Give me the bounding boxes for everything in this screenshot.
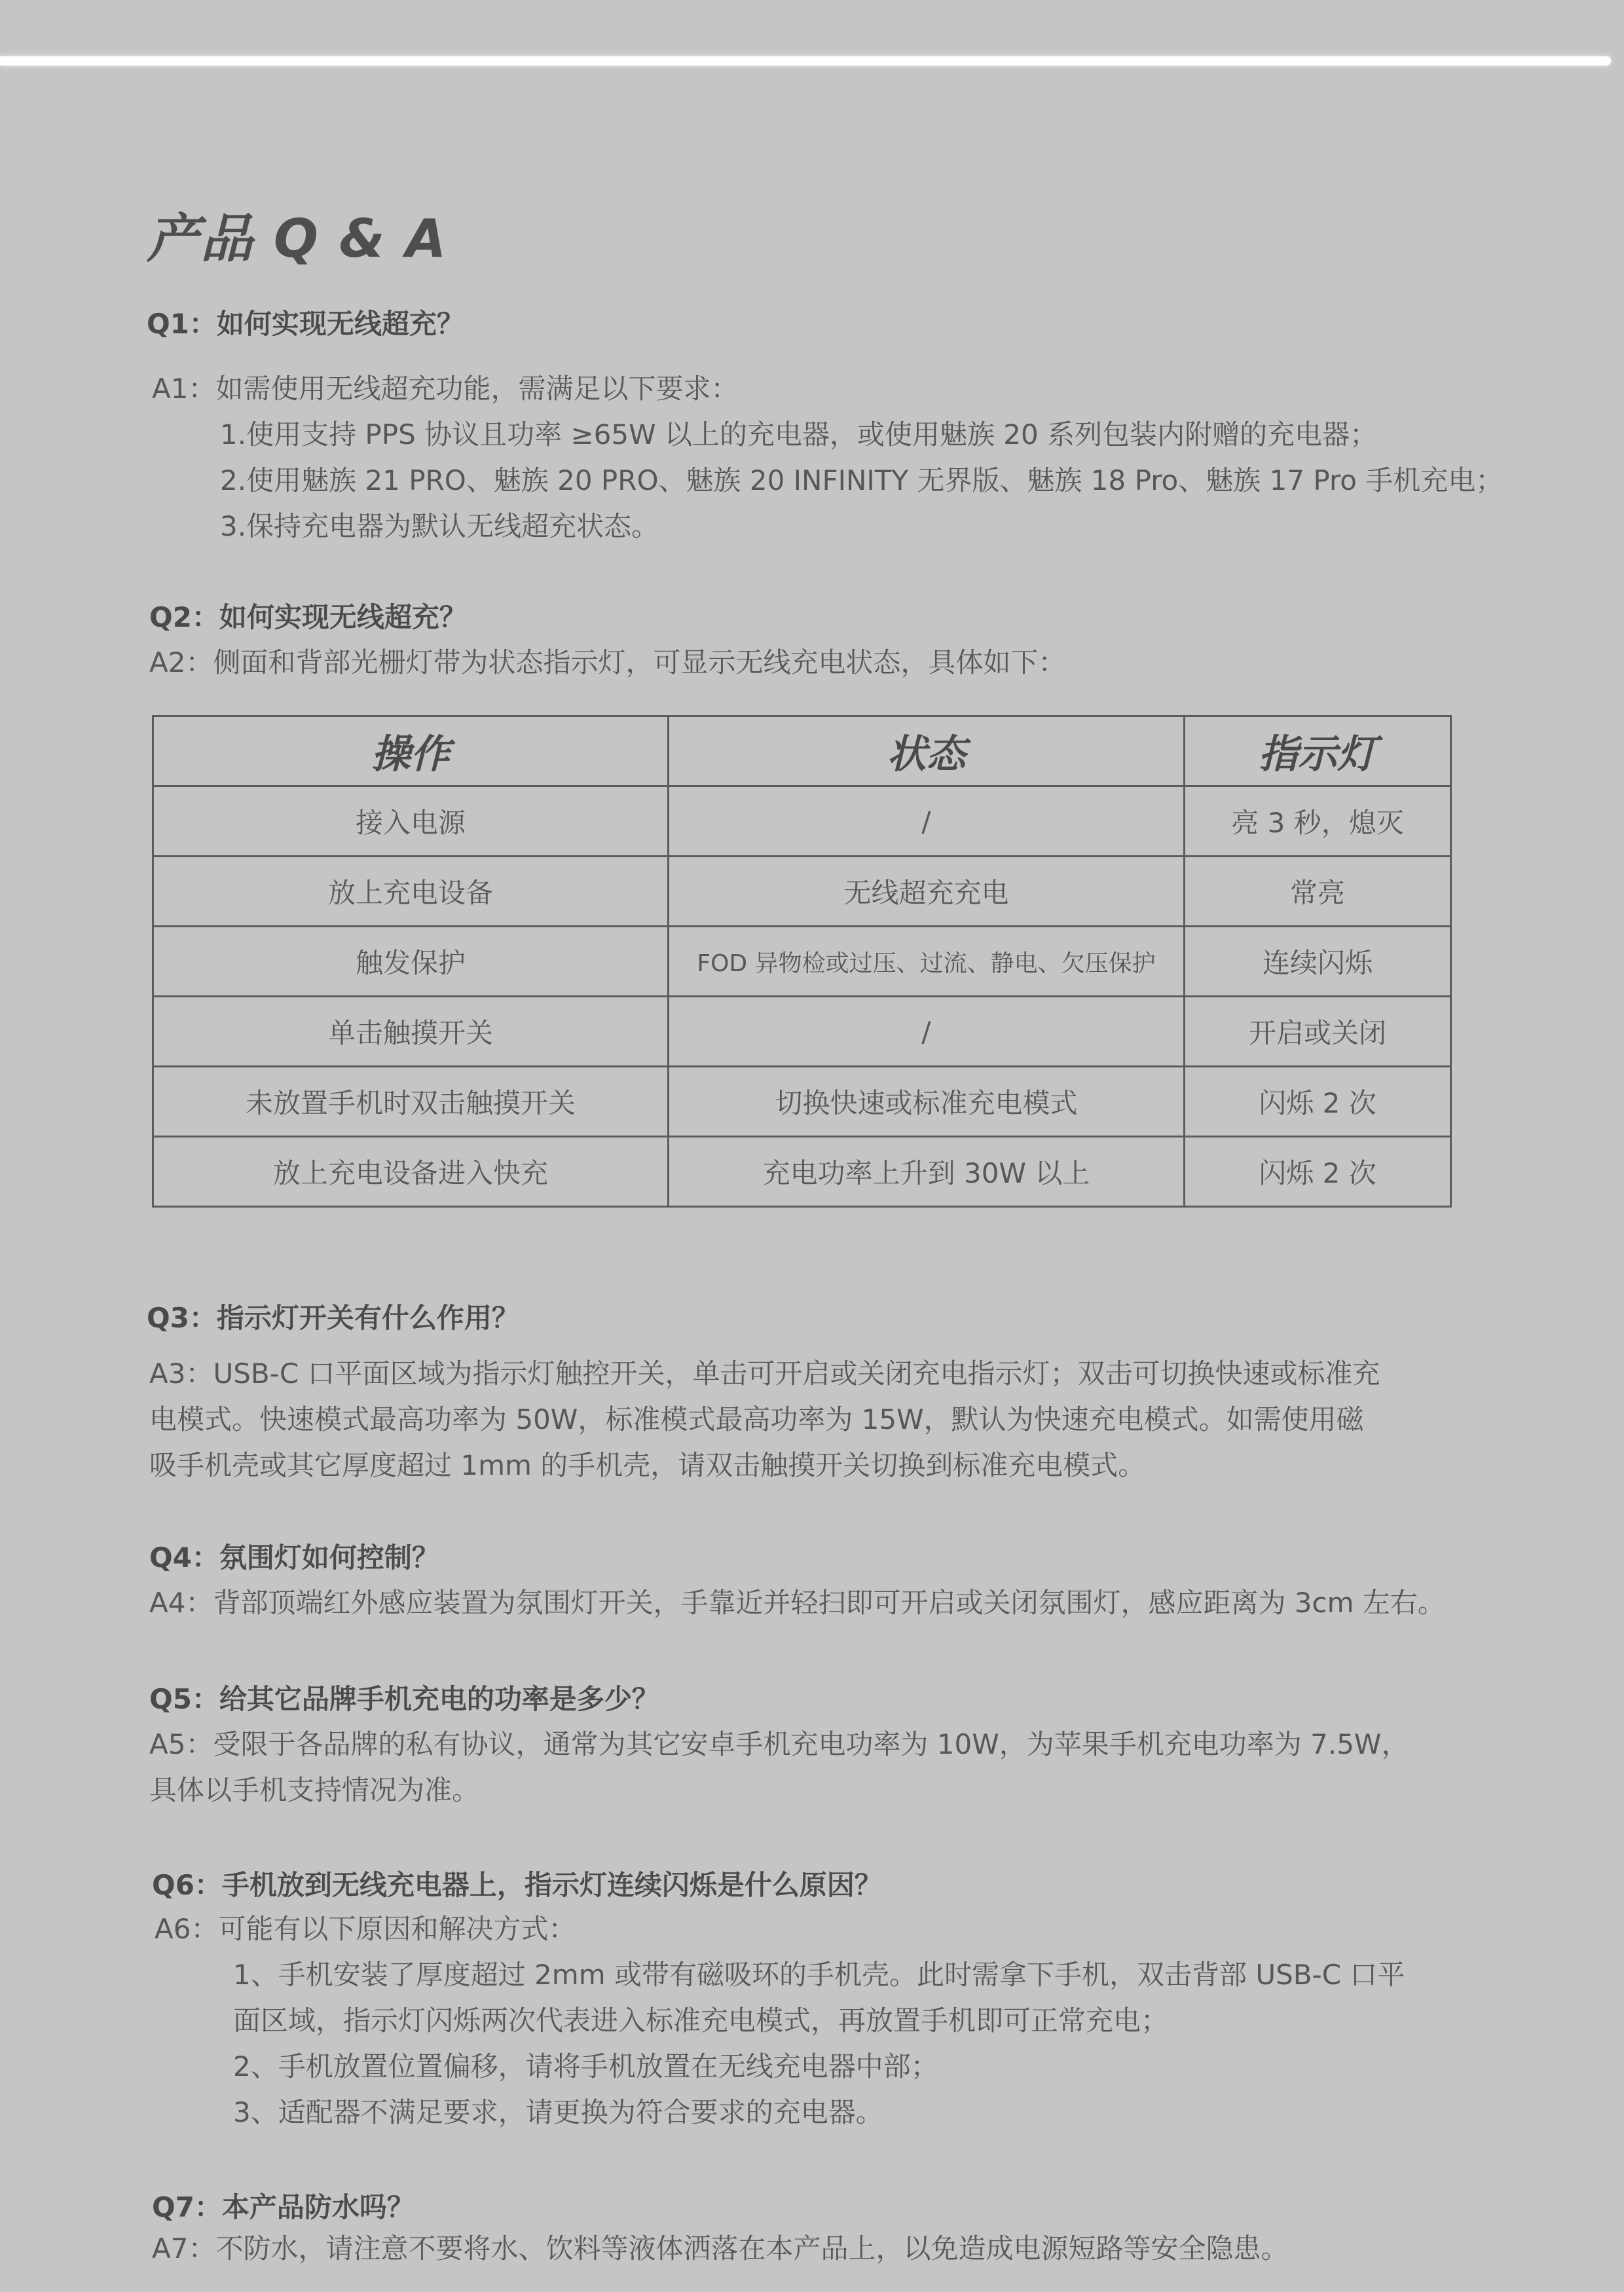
q5-answer-line-1: A5：受限于各品牌的私有协议，通常为其它安卓手机充电功率为 10W，为苹果手机充电功率为 7.5W，	[149, 1728, 1409, 1760]
q7-answer: A7：不防水，请注意不要将水、饮料等液体洒落在本产品上，以免造成电源短路等安全隐患。	[152, 2232, 1289, 2264]
q6-point-2: 2、手机放置位置偏移，请将手机放置在无线充电器中部；	[233, 2050, 938, 2082]
q3-answer-line-3: 吸手机壳或其它厚度超过 1mm 的手机壳，请双击触摸开关切换到标准充电模式。	[149, 1449, 1146, 1481]
q6-answer-intro: A6：可能有以下原因和解决方式：	[155, 1913, 576, 1945]
q1-point-3: 3.保持充电器为默认无线超充状态。	[220, 510, 659, 542]
q3-answer-line-2: 电模式。快速模式最高功率为 50W，标准模式最高功率为 15W，默认为快速充电模式。如需使用磁	[149, 1403, 1364, 1435]
cell-status: 切换快速或标准充电模式	[669, 1067, 1185, 1137]
header-operation: 操作	[153, 716, 669, 786]
q2-answer: A2：侧面和背部光栅灯带为状态指示灯，可显示无线充电状态，具体如下：	[149, 646, 1066, 678]
cell-indicator: 连续闪烁	[1185, 927, 1451, 997]
cell-indicator: 闪烁 2 次	[1185, 1137, 1451, 1207]
cell-operation: 放上充电设备	[153, 857, 669, 927]
table-row	[153, 786, 1451, 857]
table-row	[153, 997, 1451, 1067]
q3-question: Q3：指示灯开关有什么作用？	[147, 1302, 519, 1334]
cell-status: 无线超充充电	[669, 857, 1185, 927]
q1-question: Q1：如何实现无线超充？	[147, 308, 464, 340]
q6-question: Q6：手机放到无线充电器上，指示灯连续闪烁是什么原因？	[152, 1869, 882, 1901]
q4-question: Q4：氛围灯如何控制？	[149, 1542, 439, 1574]
cell-indicator: 常亮	[1185, 857, 1451, 927]
top-divider-bar	[0, 56, 1611, 65]
q6-point-1-cont: 面区域，指示灯闪烁两次代表进入标准充电模式，再放置手机即可正常充电；	[233, 2005, 1169, 2037]
table-row	[153, 927, 1451, 997]
cell-indicator: 闪烁 2 次	[1185, 1067, 1451, 1137]
page-title: 产品 Q & A	[147, 208, 448, 269]
cell-indicator: 开启或关闭	[1185, 997, 1451, 1067]
header-status: 状态	[669, 716, 1185, 786]
cell-operation: 单击触摸开关	[153, 997, 669, 1067]
q5-question: Q5：给其它品牌手机充电的功率是多少？	[149, 1683, 659, 1715]
cell-status: /	[669, 997, 1185, 1067]
table-row	[153, 1137, 1451, 1207]
q5-answer-line-2: 具体以手机支持情况为准。	[149, 1774, 480, 1806]
cell-operation: 未放置手机时双击触摸开关	[153, 1067, 669, 1137]
cell-status: FOD 异物检或过压、过流、静电、欠压保护	[669, 927, 1185, 997]
table-row	[153, 1067, 1451, 1137]
cell-operation: 放上充电设备进入快充	[153, 1137, 669, 1207]
q3-answer-line-1: A3：USB-C 口平面区域为指示灯触控开关，单击可开启或关闭充电指示灯；双击可切换快速或标准充	[149, 1358, 1380, 1390]
indicator-status-table	[152, 715, 1452, 1208]
table-row	[153, 857, 1451, 927]
q1-point-2: 2.使用魅族 21 PRO、魅族 20 PRO、魅族 20 INFINITY 无界版、魅族 18 Pro、魅族 17 Pro 手机充电；	[220, 464, 1504, 496]
header-indicator: 指示灯	[1185, 716, 1451, 786]
q4-answer: A4：背部顶端红外感应装置为氛围灯开关，手靠近并轻扫即可开启或关闭氛围灯，感应距离为 3cm 左右。	[149, 1587, 1445, 1619]
cell-status: /	[669, 786, 1185, 857]
q6-point-1: 1、手机安装了厚度超过 2mm 或带有磁吸环的手机壳。此时需拿下手机，双击背部 USB-C 口平	[233, 1959, 1405, 1991]
cell-operation: 接入电源	[153, 786, 669, 857]
table-header-row	[153, 716, 1451, 786]
cell-operation: 触发保护	[153, 927, 669, 997]
q6-point-3: 3、适配器不满足要求，请更换为符合要求的充电器。	[233, 2096, 883, 2128]
cell-status: 充电功率上升到 30W 以上	[669, 1137, 1185, 1207]
q1-point-1: 1.使用支持 PPS 协议且功率 ≥65W 以上的充电器，或使用魅族 20 系列包装内附赠的充电器；	[220, 418, 1378, 451]
cell-indicator: 亮 3 秒，熄灭	[1185, 786, 1451, 857]
q1-answer-intro: A1：如需使用无线超充功能，需满足以下要求：	[152, 373, 739, 405]
q7-question: Q7：本产品防水吗？	[152, 2191, 415, 2223]
q2-question: Q2：如何实现无线超充？	[149, 601, 467, 633]
